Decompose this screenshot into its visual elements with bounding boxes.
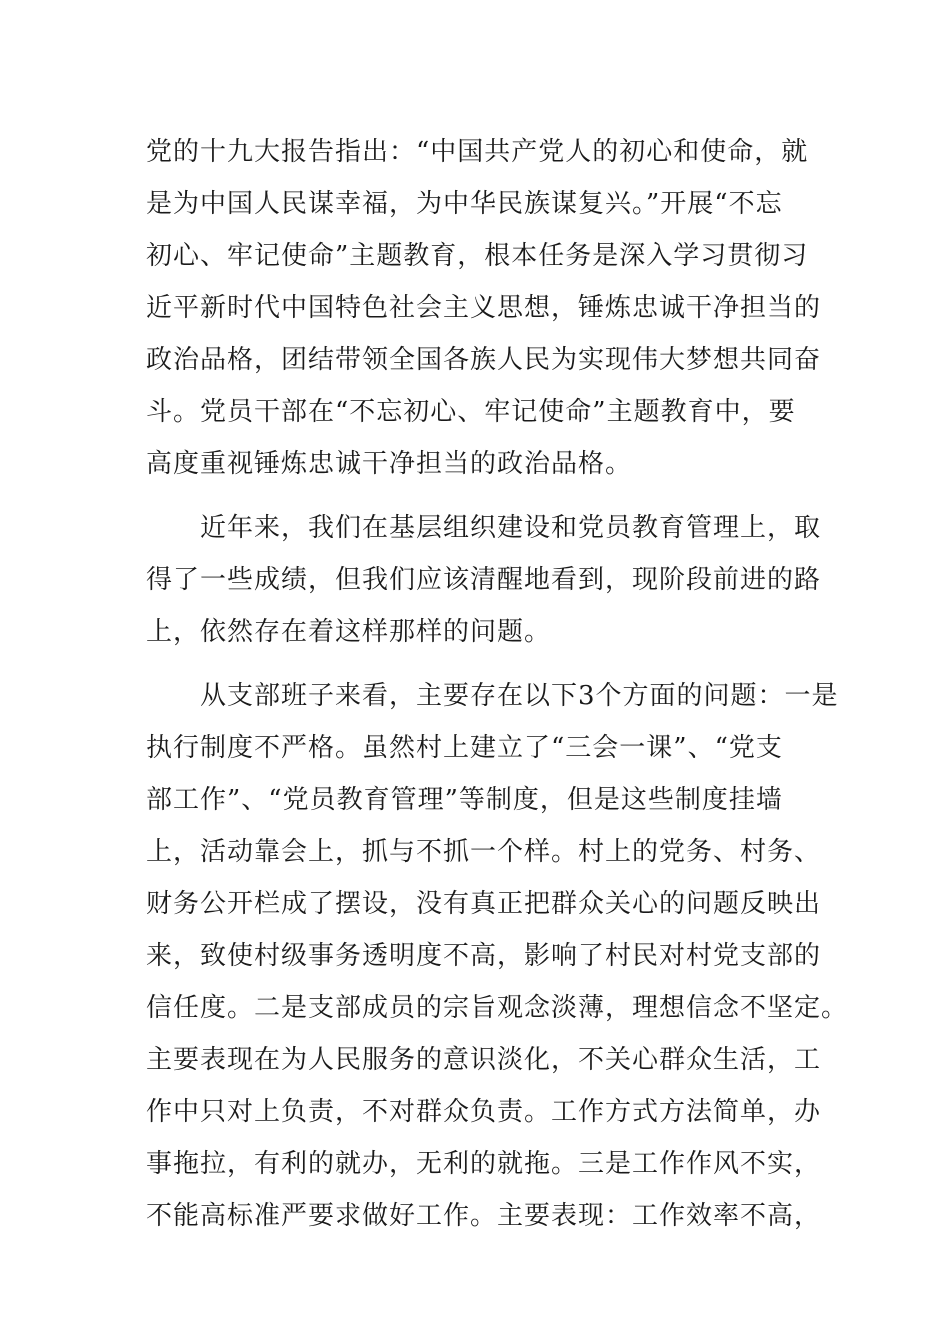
- text-line: 初心、牢记使命”主题教育，根本任务是深入学习贯彻习: [146, 241, 809, 271]
- paragraph-spacing: [146, 658, 806, 670]
- text-line: 高度重视锤炼忠诚干净担当的政治品格。: [146, 449, 633, 479]
- text-line: 主要表现在为人民服务的意识淡化，不关心群众生活，工: [146, 1045, 822, 1075]
- text-line: 执行制度不严格。虽然村上建立了“三会一课”、“党支: [146, 733, 783, 763]
- text-line: 斗。党员干部在“不忘初心、牢记使命”主题教育中，要: [146, 397, 796, 427]
- document-body: [146, 126, 849, 1242]
- paragraph: [146, 126, 822, 490]
- text-line: 事拖拉，有利的就办，无利的就拖。三是工作作风不实，: [146, 1149, 822, 1179]
- text-line: 得了一些成绩，但我们应该清醒地看到，现阶段前进的路: [146, 565, 822, 595]
- text-line: 近年来，我们在基层组织建设和党员教育管理上，取: [146, 513, 822, 543]
- text-line: 从支部班子来看，主要存在以下3个方面的问题：一是: [146, 681, 839, 711]
- text-line: 不能高标准严要求做好工作。主要表现：工作效率不高，: [146, 1201, 822, 1231]
- text-line: 政治品格，团结带领全国各族人民为实现伟大梦想共同奋: [146, 345, 822, 375]
- text-line: 上，活动靠会上，抓与不抓一个样。村上的党务、村务、: [146, 837, 822, 867]
- text-line: 作中只对上负责，不对群众负责。工作方式方法简单，办: [146, 1097, 822, 1127]
- text-line: 财务公开栏成了摆设，没有真正把群众关心的问题反映出: [146, 889, 822, 919]
- text-line: 来，致使村级事务透明度不高，影响了村民对村党支部的: [146, 941, 822, 971]
- text-line: 信任度。二是支部成员的宗旨观念淡薄，理想信念不坚定。: [146, 993, 849, 1023]
- paragraph-spacing: [146, 490, 806, 502]
- text-line: 近平新时代中国特色社会主义思想，锤炼忠诚干净担当的: [146, 293, 822, 323]
- text-line: 部工作”、“党员教育管理”等制度，但是这些制度挂墙: [146, 785, 783, 815]
- text-line: 是为中国人民谋幸福，为中华民族谋复兴。”开展“不忘: [146, 189, 783, 219]
- paragraph: [146, 670, 849, 1242]
- text-line: 上，依然存在着这样那样的问题。: [146, 617, 552, 647]
- text-line: 党的十九大报告指出：“中国共产党人的初心和使命，就: [146, 137, 809, 167]
- paragraph: [146, 502, 822, 658]
